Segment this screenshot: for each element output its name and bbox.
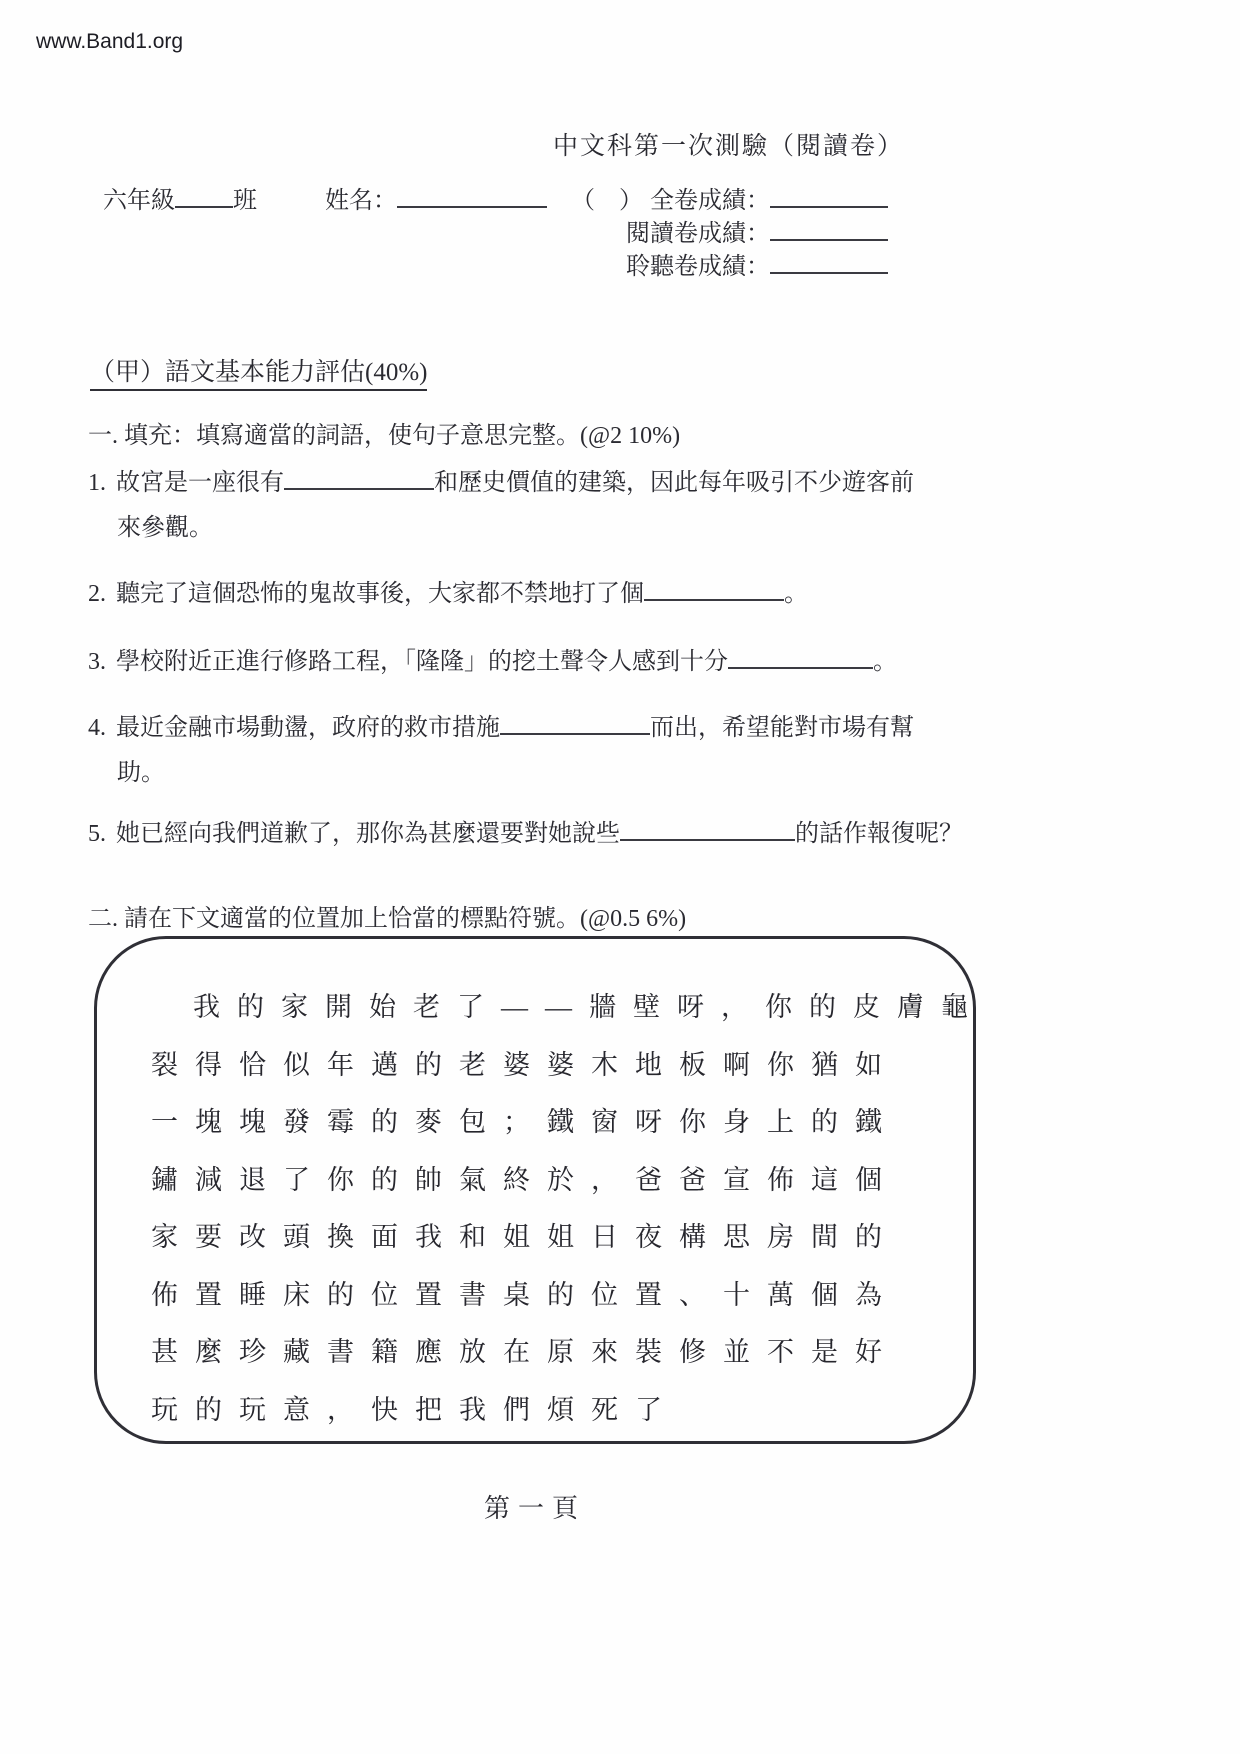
passage-line: 鏽減退了你的帥氣終於，爸爸宣佈這個 (151, 1164, 899, 1195)
site-watermark: www.Band1.org (36, 30, 184, 53)
section-a-heading-text: （甲）語文基本能力評估(40%) (90, 359, 427, 391)
question-number: 4. (88, 715, 106, 741)
page-number: 第一頁 (483, 1494, 586, 1523)
name-paren: （ ） (571, 188, 643, 214)
score-block (618, 180, 888, 279)
part1-instructions: 一. 填充：填寫適當的詞語，使句子意思完整。(@2 10%) (88, 423, 681, 449)
grade-label: 六年級 (103, 188, 175, 214)
passage-line: 裂得恰似年邁的老婆婆木地板啊你猶如 (151, 1049, 899, 1080)
question-item-4 (88, 707, 914, 742)
question-4-continued: 助。 (117, 760, 165, 786)
question-text-post: 。 (873, 649, 897, 675)
question-text-post: 而出，希望能對市場有幫 (650, 715, 914, 741)
question-item-5 (88, 813, 963, 848)
answer-blank-line (500, 713, 650, 735)
listening-score-label: 聆聽卷成績： (626, 254, 770, 280)
score-row-reading (618, 213, 888, 246)
answer-blank-line (644, 579, 784, 601)
name-label: 姓名： (325, 188, 397, 214)
reading-score-blank-line (770, 219, 888, 241)
class-label: 班 (233, 188, 257, 214)
question-1-continued: 來參觀。 (117, 515, 213, 541)
total-score-blank-line (770, 186, 888, 208)
question-text-pre: 她已經向我們道歉了，那你為甚麼還要對她說些 (116, 821, 620, 847)
answer-blank-line (620, 819, 795, 841)
question-item-1 (88, 462, 914, 497)
page-title: 中文科第一次測驗（閱讀卷） (553, 133, 905, 160)
question-number: 5. (88, 821, 106, 847)
question-text-post: 的話作報復呢？ (795, 821, 963, 847)
score-row-total (618, 180, 888, 213)
passage-line: 佈置睡床的位置書桌的位置、十萬個為 (151, 1279, 899, 1310)
score-row-listening (618, 246, 888, 279)
reading-score-label: 閱讀卷成績： (626, 221, 770, 247)
question-text-post: 和歷史價值的建築，因此每年吸引不少遊客前 (434, 470, 914, 496)
part2-instructions: 二. 請在下文適當的位置加上恰當的標點符號。(@0.5 6%) (88, 906, 687, 932)
total-score-label: 全卷成績： (650, 188, 770, 214)
answer-blank-line (284, 468, 434, 490)
question-item-2 (88, 573, 808, 608)
passage-line: 甚麼珍藏書籍應放在原來裝修並不是好 (151, 1337, 899, 1367)
passage-line: 我的家開始老了——牆壁呀，你的皮膚龜 (193, 992, 985, 1022)
question-text-pre: 聽完了這個恐怖的鬼故事後，大家都不禁地打了個 (116, 581, 644, 607)
question-number: 3. (88, 649, 106, 675)
question-text-pre: 學校附近正進行修路工程，「隆隆」的挖土聲令人感到十分 (116, 649, 728, 675)
question-text-post: 。 (784, 581, 808, 607)
listening-score-blank-line (770, 252, 888, 274)
class-blank-line (175, 186, 233, 208)
passage-line: 一塊塊發霉的麥包；鐵窗呀你身上的鐵 (151, 1107, 899, 1137)
answer-blank-line (728, 647, 873, 669)
section-a-heading (90, 352, 427, 388)
question-number: 1. (88, 470, 106, 496)
question-text-pre: 故宮是一座很有 (116, 470, 284, 496)
passage-box (94, 936, 985, 1444)
question-text-pre: 最近金融市場動盪，政府的救市措施 (116, 715, 500, 741)
question-number: 2. (88, 581, 106, 607)
question-item-3 (88, 641, 897, 676)
name-blank-line (397, 186, 547, 208)
passage-line: 玩的玩意，快把我們煩死了 (151, 1394, 679, 1425)
header-identity-row (103, 180, 643, 215)
passage-line: 家要改頭換面我和姐姐日夜構思房間的 (151, 1222, 899, 1252)
